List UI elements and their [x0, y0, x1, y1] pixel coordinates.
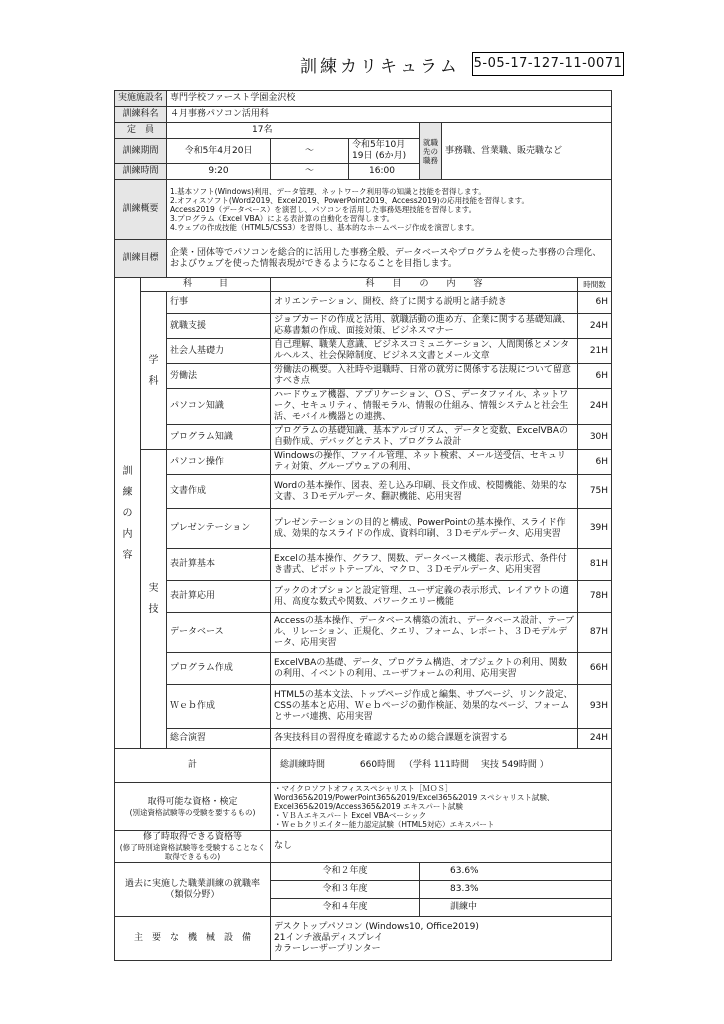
shuryo-label-cell — [115, 831, 271, 863]
subject-name: 表計算応用 — [167, 581, 271, 613]
qual-item: Word365&2019/PowerPoint365&2019/Excel365&2019 スペシャリスト試験、 — [274, 793, 555, 802]
subject-content: Excelの基本操作、グラフ、関数、データベース機能、表示形式、条件付き書式、ピボットテーブル、マクロ、３Ｄモデルデータ、応用実習 — [271, 549, 578, 581]
curriculum-code: 5-05-17-127-11-0071 — [472, 52, 624, 76]
equip-list — [271, 917, 612, 961]
hours-label: 訓練時間 — [115, 164, 167, 180]
overview-line: 3.プログラム（Excel VBA）による表計算の自動化を習得します。 — [170, 214, 395, 223]
equip-item: デスクトップパソコン (Windows10, Office2019) — [274, 922, 479, 932]
col-content-header: 科 目 の 内 容 — [271, 278, 578, 292]
shuryo-value: なし — [271, 831, 612, 863]
subject-content: Wordの基本操作、図表、差し込み印刷、長文作成、校閲機能、効果的な文書、３Ｄモデルデータ、翻訳機能、応用実習 — [271, 475, 578, 509]
qual-label: 取得可能な資格・検定 — [147, 796, 238, 807]
subject-content: ハードウェア機器、アプリケーション、ＯＳ、データファイル、ネットワーク、セキュリティ、情報モラル、情報の仕組み、情報システムと社会生活、モバイル機器との連携、 — [271, 389, 578, 425]
subject-hours: 81H — [578, 549, 612, 581]
subject-hours: 24H — [578, 389, 612, 425]
rate-year: 令和２年度 — [271, 863, 420, 881]
equip-item: 21インチ液晶ディスプレイ — [274, 933, 383, 943]
page-title: 訓練カリキュラム — [300, 57, 460, 77]
shuryo-label: 修了時取得できる資格等 — [143, 832, 243, 842]
subject-name: 表計算基本 — [167, 549, 271, 581]
qual-list — [271, 783, 612, 831]
overview-line: 4.ウェブの作成技能（HTML5/CSS3）を習得し、基本的なホームページ作成を演習します。 — [170, 223, 479, 232]
capacity-label: 定 員 — [115, 123, 167, 139]
overview-value — [167, 180, 612, 240]
subject-name: 文書作成 — [167, 475, 271, 509]
qual-item: ・Ｗｅｂクリエイター能力認定試験（HTML5対応）エキスパート — [274, 820, 495, 829]
shuryo-sub: (修了時別途資格試験等を受験することなく取得できるもの) — [119, 843, 266, 861]
facility-value: 専門学校ファースト学園金沢校 — [167, 91, 612, 107]
subject-hours: 30H — [578, 425, 612, 450]
subject-hours: 6H — [578, 364, 612, 389]
subject-content: ExcelVBAの基礎、データ、プログラム構造、オブジェクトの利用、関数の利用、イベントの利用、ユーザフォームの利用、応用実習 — [271, 653, 578, 685]
time-tilde: ～ — [271, 164, 349, 180]
time-end: 16:00 — [349, 164, 420, 180]
time-start: 9:20 — [167, 164, 271, 180]
subject-content: プログラムの基礎知識、基本アルゴリズム、データと変数、ExcelVBAの自動作成、デバッグとテスト、プログラム設計 — [271, 425, 578, 450]
qual-item: ・ＶＢＡエキスパート Excel VBAベーシック — [274, 811, 427, 820]
goal-label: 訓練目標 — [115, 240, 167, 278]
rate-label: 過去に実施した職業訓練の就職率（類似分野） — [115, 863, 271, 917]
rate-year: 令和３年度 — [271, 881, 420, 899]
subject-hours: 21H — [578, 339, 612, 364]
rate-value: 63.6% — [420, 863, 612, 881]
subject-name: プレゼンテーション — [167, 509, 271, 549]
subject-content: 自己理解、職業人意識、ビジネスコミュニケーション、人間関係とメンタルヘルス、社会保障制度、ビジネス文書とメール文章 — [271, 339, 578, 364]
period-tilde: ～ — [271, 139, 349, 164]
subject-hours: 24H — [578, 729, 612, 749]
rate-year: 令和４年度 — [271, 899, 420, 917]
subject-hours: 6H — [578, 450, 612, 475]
subject-name: 社会人基礎力 — [167, 339, 271, 364]
subject-name: パソコン知識 — [167, 389, 271, 425]
subject-name: 就職支援 — [167, 314, 271, 339]
subject-hours: 39H — [578, 509, 612, 549]
subject-content: 各実技科目の習得度を確認するための総合課題を演習する — [271, 729, 578, 749]
job-label: 就職先の職務 — [420, 123, 442, 180]
qual-label-cell — [115, 783, 271, 831]
equip-item: カラーレーザープリンター — [274, 944, 381, 954]
period-end: 令和5年10月19日 (6か月) — [349, 139, 420, 164]
rate-value: 83.3% — [420, 881, 612, 899]
qual-sub: (別途資格試験等の受験を要するもの) — [129, 807, 256, 817]
job-value: 事務職、営業職、販売職など — [442, 123, 612, 180]
subject-content: HTML5の基本文法、トップページ作成と編集、サブページ、リンク設定、CSSの基本と応用、Ｗｅｂページの動作検証、効果的なページ、フォームとサーバ連携、応用実習 — [271, 685, 578, 729]
subject-name: パソコン操作 — [167, 450, 271, 475]
subject-content: 労働法の概要。入社時や退職時、日常の就労に関係する法規について留意すべき点 — [271, 364, 578, 389]
subject-hours: 75H — [578, 475, 612, 509]
subject-content: ジョブカードの作成と活用、就職活動の進め方、企業に関する基礎知識、応募書類の作成、面接対策、ビジネスマナー — [271, 314, 578, 339]
subject-name: プログラム知識 — [167, 425, 271, 450]
period-label: 訓練期間 — [115, 139, 167, 164]
subject-hours: 24H — [578, 314, 612, 339]
subject-hours: 66H — [578, 653, 612, 685]
subject-name: Ｗｅｂ作成 — [167, 685, 271, 729]
total-breakdown: （学科 111時間 実技 549時間 ） — [403, 760, 549, 770]
overview-line: Access2019（データベース）を演習し、パソコンを活用した事務処理技能を習得します。 — [170, 205, 477, 214]
subject-content: プレゼンテーションの目的と構成、PowerPointの基本操作、スライド作成、効果的なスライドの作成、資料印刷、３Ｄモデルデータ、応用実習 — [271, 509, 578, 549]
overview-line: 1.基本ソフト(Windows)利用、データ管理、ネットワーク利用等の知識と技能を習得します。 — [170, 187, 486, 196]
overview-label: 訓練概要 — [115, 180, 167, 240]
subject-hours: 87H — [578, 613, 612, 653]
rate-value: 訓練中 — [420, 899, 612, 917]
curriculum-side-label: 訓 練 の 内 容 — [115, 278, 141, 749]
subject-hours: 78H — [578, 581, 612, 613]
qual-item: ・マイクロソフトオフィススペシャリスト［ＭＯＳ］ — [274, 784, 453, 793]
jitsugi-label: 実 技 — [141, 450, 167, 749]
subject-name: プログラム作成 — [167, 653, 271, 685]
curriculum-table — [114, 90, 612, 961]
period-start: 令和5年4月20日 — [167, 139, 271, 164]
course-value: ４月事務パソコン活用科 — [167, 107, 612, 123]
subject-name: データベース — [167, 613, 271, 653]
subject-content: オリエンテーション、開校、終了に関する説明と諸手続き — [271, 292, 578, 314]
subject-hours: 6H — [578, 292, 612, 314]
qual-item: Excel365&2019/Access365&2019 エキスパート試験 — [274, 802, 463, 811]
gakka-label: 学 科 — [141, 292, 167, 450]
capacity-value: 17名 — [167, 123, 420, 139]
subject-content: Accessの基本操作、データベース構築の流れ、データベース設計、テーブル、リレーション、正規化、クエリ、フォーム、レポート、３Ｄモデルデータ、応用実習 — [271, 613, 578, 653]
course-label: 訓練科名 — [115, 107, 167, 123]
subject-content: ブックのオプションと設定管理、ユーザ定義の表示形式、レイアウトの適用、高度な数式や関数、パワークエリー機能 — [271, 581, 578, 613]
col-subject-header: 科 目 — [141, 278, 271, 292]
subject-name: 行事 — [167, 292, 271, 314]
total-label: 計 — [115, 749, 271, 783]
subject-name: 総合演習 — [167, 729, 271, 749]
facility-label: 実施施設名 — [115, 91, 167, 107]
total-text: 総訓練時間 — [280, 760, 326, 770]
subject-hours: 93H — [578, 685, 612, 729]
subject-name: 労働法 — [167, 364, 271, 389]
total-value — [271, 749, 612, 783]
col-hours-header: 時間数 — [578, 278, 612, 292]
total-hours: 660時間 — [359, 760, 396, 770]
equip-label: 主 要 な 機 械 設 備 — [115, 917, 271, 961]
subject-content: Windowsの操作、ファイル管理、ネット検索、メール送受信、セキュリティ対策、グループウェアの利用、 — [271, 450, 578, 475]
overview-line: 2.オフィスソフト(Word2019、Excel2019、PowerPoint2019、Access2019)の応用技能を習得します。 — [170, 196, 530, 205]
goal-value: 企業・団体等でパソコンを総合的に活用した事務全般、データベースやプログラムを使った事務の合理化、およびウェブを使った情報表現ができるようになることを目指します。 — [167, 240, 612, 278]
